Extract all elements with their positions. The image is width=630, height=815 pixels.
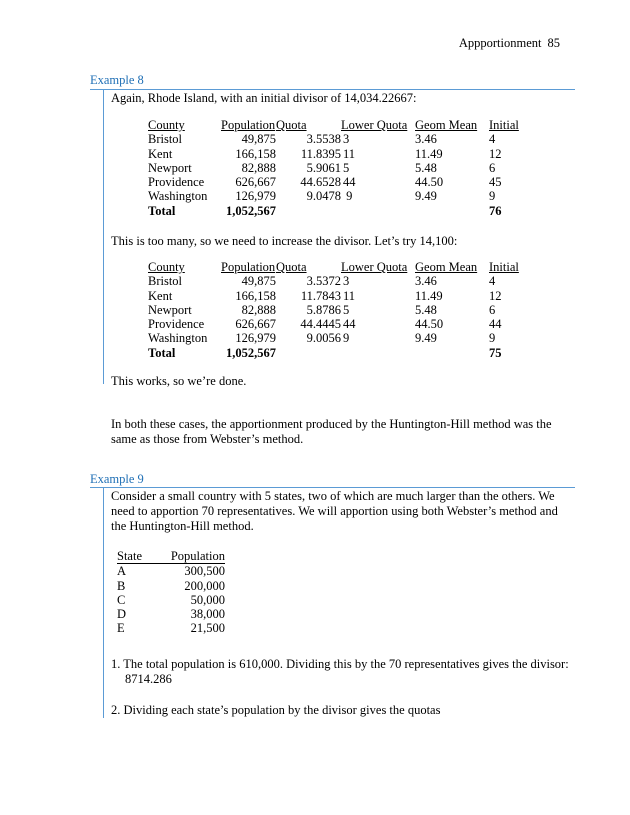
intro-line: need to apportion 70 representatives. We will apportion using both Webster’s method and (111, 504, 558, 518)
table-row (117, 564, 225, 579)
quota-cell: 3.5538 (306, 132, 341, 147)
state-cell: E (117, 621, 125, 636)
total-label: Total (148, 203, 176, 218)
col-quota: Quota (276, 260, 307, 274)
col-population: Population (170, 549, 225, 563)
col-population: Population (221, 118, 276, 132)
example-8-intro: Again, Rhode Island, with an initial divisor of 14,034.22667: (111, 91, 417, 105)
initial-cell: 6 (489, 160, 496, 175)
example-8-middle-text: This is too many, so we need to increase the divisor. Let’s try 14,100: (111, 234, 458, 248)
initial-cell: 4 (489, 274, 496, 289)
lower-quota-cell: 44 (343, 317, 356, 332)
population-cell: 49,875 (241, 274, 276, 289)
table-row (148, 317, 529, 331)
state-cell: D (117, 607, 127, 622)
lower-quota-cell: 9 (343, 331, 350, 346)
col-geom-mean: Geom Mean (415, 260, 478, 274)
table-header-row (117, 549, 225, 564)
county-cell: Providence (148, 317, 205, 332)
table-header-row (148, 118, 529, 132)
table-row (117, 621, 225, 635)
col-initial: Initial (489, 118, 519, 132)
population-cell: 82,888 (241, 160, 276, 175)
geom-mean-cell: 44.50 (415, 175, 444, 190)
county-cell: Providence (148, 175, 205, 190)
page-number: 85 (547, 36, 560, 50)
col-lower-quota: Lower Quota (341, 118, 408, 132)
quota-cell: 3.5372 (306, 274, 341, 289)
lower-quota-cell: 3 (343, 132, 350, 147)
geom-mean-cell: 3.46 (415, 132, 437, 147)
example-8-side-rule (103, 89, 104, 384)
comparison-line-2: same as those from Webster’s method. (111, 432, 304, 446)
lower-quota-cell: 44 (343, 175, 356, 190)
header-title: Appportionment (458, 36, 542, 50)
county-cell: Washington (148, 189, 208, 204)
table-header-row (148, 260, 529, 274)
total-population: 1,052,567 (226, 203, 276, 218)
table-row (148, 175, 529, 189)
table-row (117, 607, 225, 621)
comparison-line-1: In both these cases, the apportionment produced by the Huntington-Hill method was the (111, 417, 552, 431)
county-cell: Washington (148, 331, 208, 346)
geom-mean-cell: 11.49 (415, 146, 443, 161)
initial-cell: 4 (489, 132, 496, 147)
county-cell: Bristol (148, 132, 183, 147)
county-cell: Kent (148, 146, 173, 161)
state-cell: C (117, 592, 126, 607)
county-cell: Kent (148, 288, 173, 303)
table-row (148, 161, 529, 175)
total-label: Total (148, 345, 176, 360)
lower-quota-cell: 3 (343, 274, 350, 289)
page-header (440, 36, 560, 51)
total-initial: 76 (489, 203, 502, 218)
example-9-top-rule (90, 487, 575, 488)
population-cell: 126,979 (235, 331, 276, 346)
population-cell: 49,875 (241, 132, 276, 147)
population-cell: 82,888 (241, 302, 276, 317)
lower-quota-cell: 9 (343, 189, 353, 204)
state-cell: B (117, 578, 126, 593)
population-cell: 200,000 (184, 578, 225, 593)
total-initial: 75 (489, 345, 502, 360)
table-row (117, 593, 225, 607)
initial-cell: 12 (489, 288, 502, 303)
geom-mean-cell: 5.48 (415, 160, 437, 175)
step-1-divisor: 8714.286 (125, 672, 172, 686)
quota-cell: 11.8395 (300, 146, 341, 161)
population-cell: 626,667 (235, 317, 276, 332)
geom-mean-cell: 3.46 (415, 274, 437, 289)
col-population: Population (221, 260, 276, 274)
quota-cell: 44.4445 (300, 317, 341, 332)
table-row (148, 147, 529, 161)
lower-quota-cell: 5 (343, 302, 350, 317)
quota-cell: 5.9061 (306, 160, 341, 175)
lower-quota-cell: 11 (343, 288, 356, 303)
example-8-closing: This works, so we’re done. (111, 374, 247, 388)
lower-quota-cell: 11 (343, 146, 356, 161)
col-initial: Initial (489, 260, 519, 274)
quota-cell: 44.6528 (300, 175, 341, 190)
step-1 (111, 657, 569, 687)
population-cell: 126,979 (235, 189, 276, 204)
table-row (148, 331, 529, 345)
table-total-row (148, 346, 529, 360)
quota-cell: 5.8786 (306, 302, 341, 317)
population-cell: 626,667 (235, 175, 276, 190)
initial-cell: 12 (489, 146, 502, 161)
lower-quota-cell: 5 (343, 160, 350, 175)
example-9-label: Example 9 (90, 472, 144, 486)
geom-mean-cell: 44.50 (415, 317, 444, 332)
example-9-intro (111, 489, 558, 534)
population-cell: 166,158 (235, 146, 276, 161)
population-cell: 38,000 (190, 607, 225, 622)
example-8-label: Example 8 (90, 73, 144, 87)
table-row (148, 132, 529, 146)
initial-cell: 9 (489, 189, 496, 204)
example-8-table-1 (148, 118, 529, 218)
col-state: State (117, 549, 142, 563)
initial-cell: 6 (489, 302, 496, 317)
county-cell: Bristol (148, 274, 183, 289)
initial-cell: 44 (489, 317, 502, 332)
intro-line: the Huntington-Hill method. (111, 519, 254, 533)
quota-cell: 9.0056 (306, 331, 341, 346)
example-8-top-rule (90, 89, 575, 90)
col-county: County (148, 260, 185, 274)
initial-cell: 9 (489, 331, 496, 346)
table-total-row (148, 204, 529, 218)
population-cell: 21,500 (190, 621, 225, 636)
county-cell: Newport (148, 302, 192, 317)
county-cell: Newport (148, 160, 192, 175)
step-2: 2. Dividing each state’s population by the divisor gives the quotas (111, 703, 441, 717)
geom-mean-cell: 9.49 (415, 331, 437, 346)
initial-cell: 45 (489, 175, 502, 190)
col-quota: Quota (276, 118, 307, 132)
example-9-side-rule (103, 487, 104, 718)
population-cell: 50,000 (190, 592, 225, 607)
comparison-paragraph (111, 417, 552, 447)
example-8-table-2 (148, 260, 529, 360)
table-row (148, 189, 529, 203)
state-cell: A (117, 564, 127, 579)
geom-mean-cell: 9.49 (415, 189, 437, 204)
col-county: County (148, 118, 185, 132)
table-row (148, 289, 529, 303)
state-population-table (117, 549, 225, 636)
total-population: 1,052,567 (226, 345, 276, 360)
quota-cell: 9.0478 (306, 189, 341, 204)
col-lower-quota: Lower Quota (341, 260, 408, 274)
intro-line: Consider a small country with 5 states, two of which are much larger than the others. We (111, 489, 555, 503)
population-cell: 300,500 (184, 564, 225, 579)
table-row (148, 303, 529, 317)
quota-cell: 11.7843 (300, 288, 341, 303)
geom-mean-cell: 11.49 (415, 288, 443, 303)
geom-mean-cell: 5.48 (415, 302, 437, 317)
table-row (148, 274, 529, 288)
table-row (117, 579, 225, 593)
step-1-line-1: 1. The total population is 610,000. Dividing this by the 70 representatives gives the divisor: (111, 657, 569, 671)
population-cell: 166,158 (235, 288, 276, 303)
col-geom-mean: Geom Mean (415, 118, 478, 132)
